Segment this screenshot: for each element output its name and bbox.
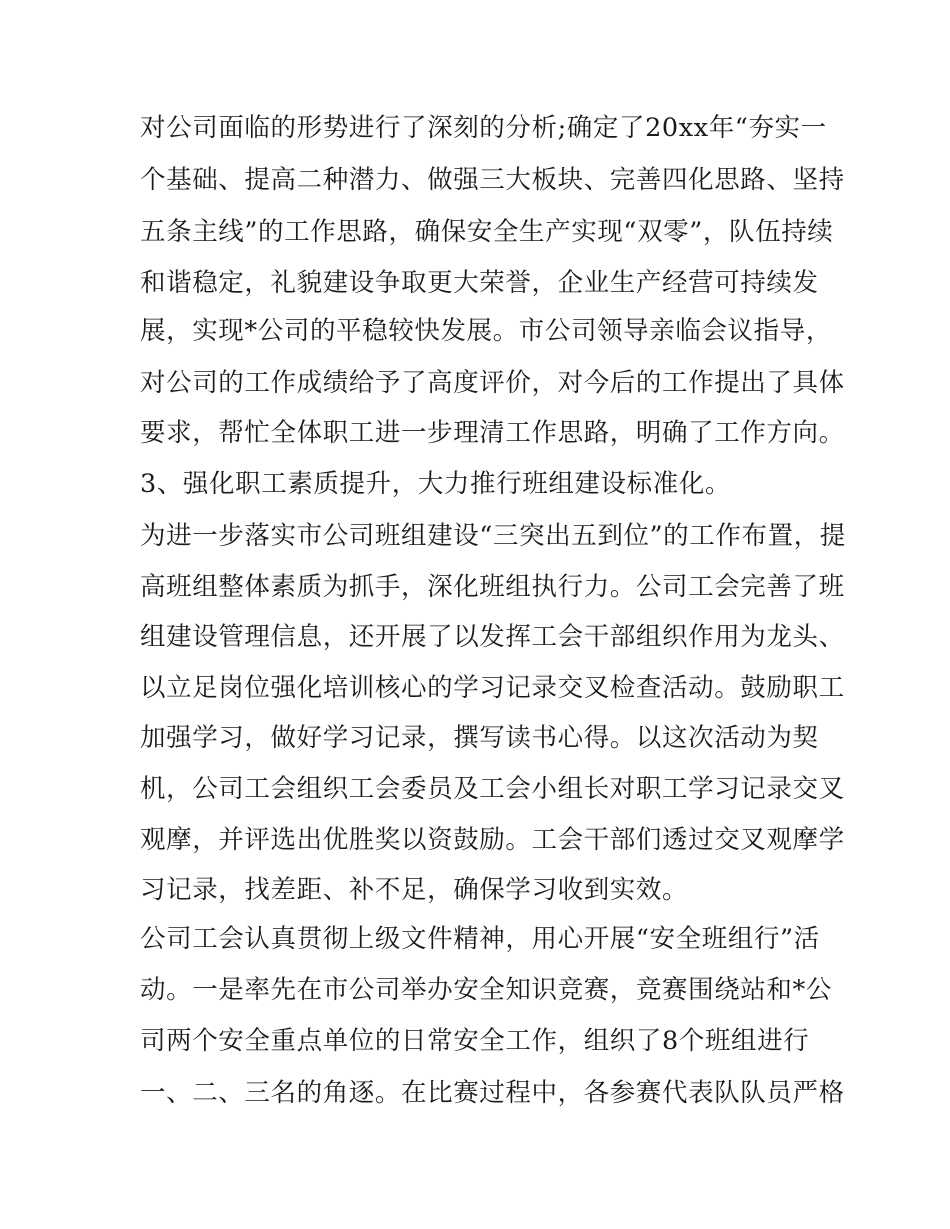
body-text-line: 高班组整体素质为抓手，深化班组执行力。公司工会完善了班: [140, 572, 845, 602]
body-text-line: 司两个安全重点单位的日常安全工作，组织了8个班组进行: [140, 1026, 810, 1056]
body-text-line: 一、二、三名的角逐。在比赛过程中，各参赛代表队队员严格: [140, 1078, 845, 1108]
body-text-line: 对公司的工作成绩给予了高度评价，对今后的工作提出了具体: [140, 368, 845, 398]
body-text-line: 以立足岗位强化培训核心的学习记录交叉检查活动。鼓励职工: [140, 673, 845, 703]
body-text-line: 机，公司工会组织工会委员及工会小组长对职工学习记录交叉: [140, 774, 845, 804]
body-text-line: 动。一是率先在市公司举办安全知识竞赛，竞赛围绕站和*公: [140, 975, 832, 1005]
body-text-line: 为进一步落实市公司班组建设“三突出五到位”的工作布置，提: [140, 521, 846, 551]
body-text-line: 习记录，找差距、补不足，确保学习收到实效。: [140, 875, 689, 905]
body-text-line: 公司工会认真贯彻上级文件精神，用心开展“安全班组行”活: [140, 924, 820, 954]
body-text-line: 组建设管理信息，还开展了以发挥工会干部组织作用为龙头、: [140, 622, 845, 652]
section-heading: 3、强化职工素质提升，大力推行班组建设标准化。: [140, 469, 732, 499]
body-text-line: 观摩，并评选出优胜奖以资鼓励。工会干部们透过交叉观摩学: [140, 825, 845, 855]
body-text-line: 展，实现*公司的平稳较快发展。市公司领导亲临会议指导，: [140, 316, 832, 346]
body-text-line: 要求，帮忙全体职工进一步理清工作思路，明确了工作方向。: [140, 418, 845, 448]
body-text-line: 五条主线”的工作思路，确保安全生产实现“双零”，队伍持续: [140, 217, 834, 247]
body-text-line: 对公司面临的形势进行了深刻的分析;确定了20xx年“夯实一: [140, 113, 827, 143]
body-text-line: 加强学习，做好学习记录，撰写读书心得。以这次活动为契: [140, 723, 819, 753]
body-text-line: 个基础、提高二种潜力、做强三大板块、完善四化思路、坚持: [140, 165, 845, 195]
body-text-line: 和谐稳定，礼貌建设争取更大荣誉，企业生产经营可持续发: [140, 268, 819, 298]
